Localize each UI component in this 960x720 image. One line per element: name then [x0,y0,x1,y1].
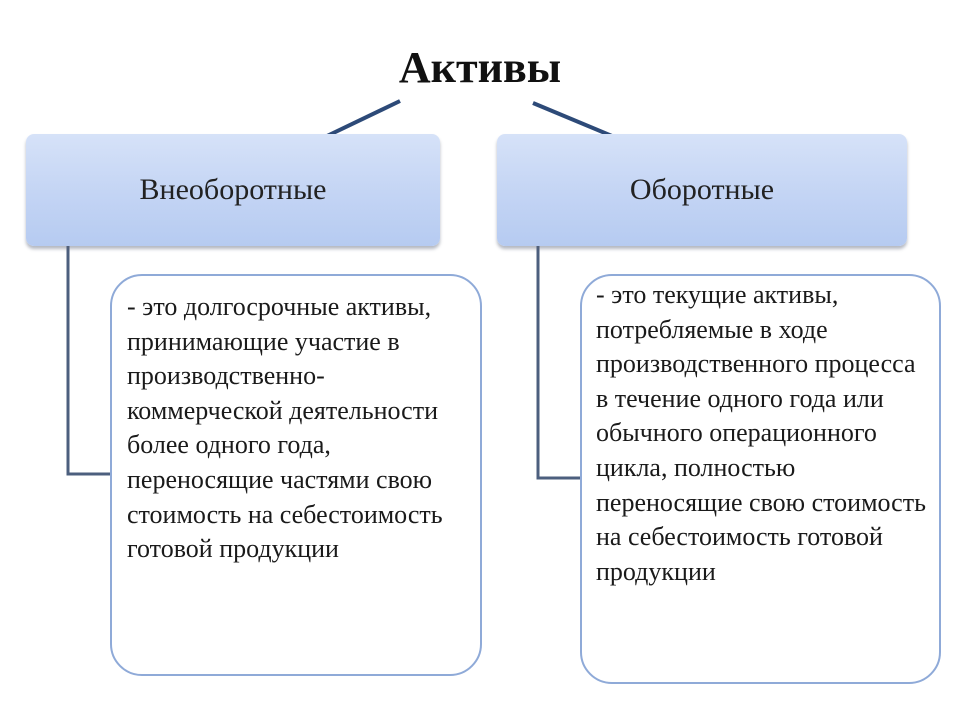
category-noncurrent-box [26,134,440,246]
bracket-right [538,246,580,478]
noncurrent-description-text: - это долгосрочные активы, принимающие участие в производственно-коммерческой деятельности более одного года, переносящие частями свою стоимость на себестоимость готовой продукции [127,292,443,564]
category-noncurrent-label: Внеоборотные [139,173,327,206]
category-current-box [497,134,907,246]
category-current-label: Оборотные [629,173,775,206]
noncurrent-description-box [110,274,482,676]
bracket-left [68,246,110,474]
current-description-box [580,274,941,684]
current-description-text: - это текущие активы, потребляемые в ходе производственного процесса в течение одного года или обычного операционного цикла, полностью переносящие свою стоимость на себестоимость готовой продукции [596,280,926,586]
diagram-title: Активы [398,43,562,92]
